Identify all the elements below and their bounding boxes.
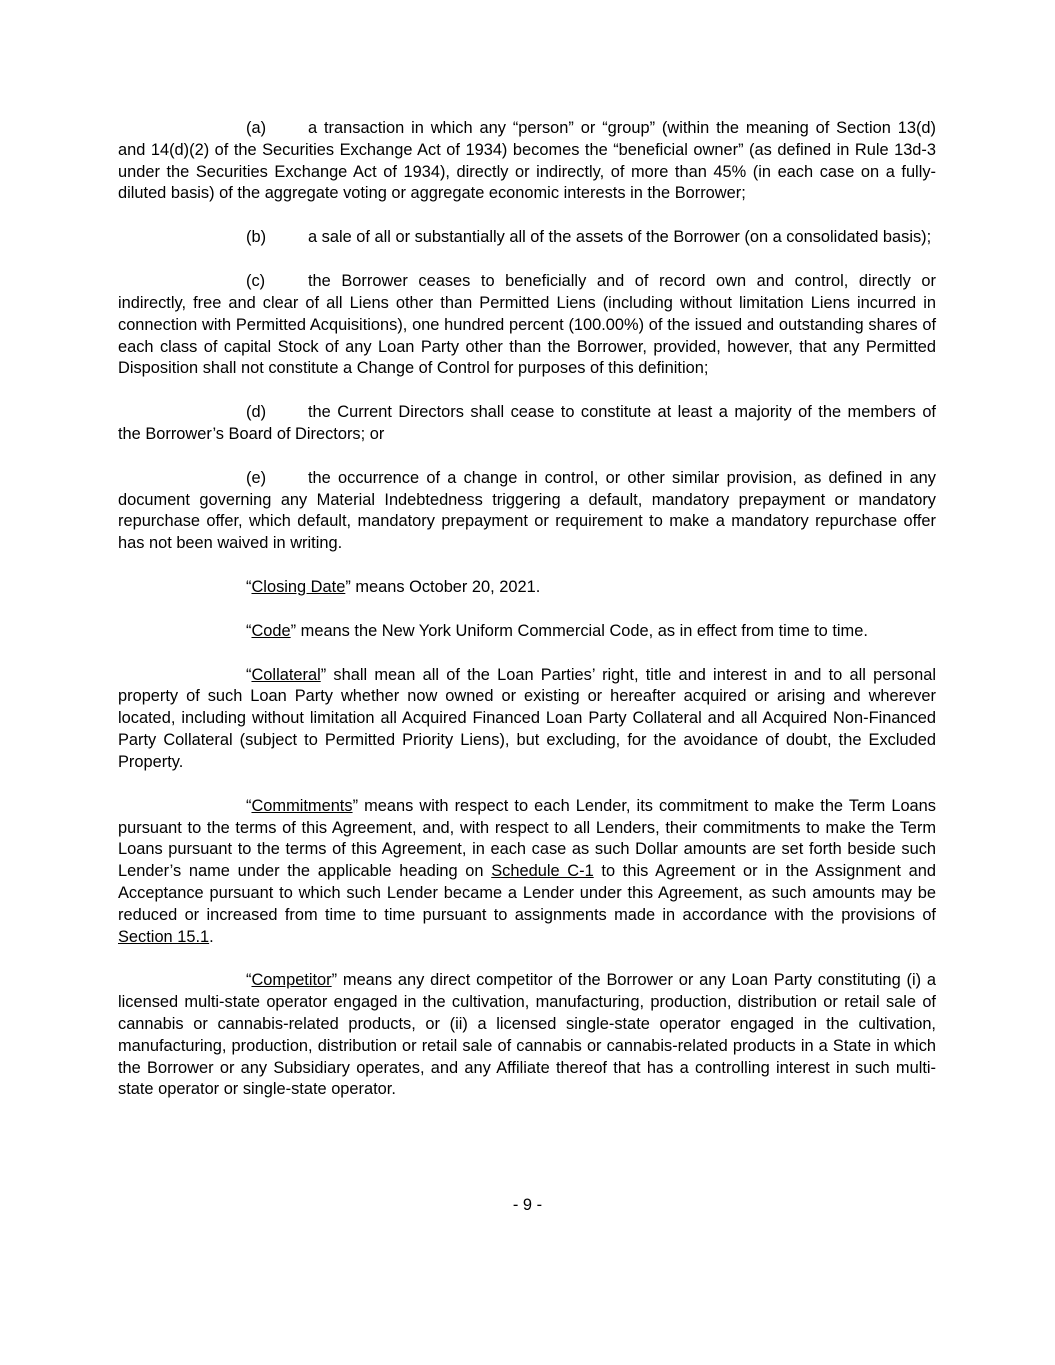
clause-e-paragraph: [118, 468, 936, 555]
definition-competitor-paragraph: [118, 970, 936, 1101]
page-number-footer: - 9 -: [512, 1196, 543, 1214]
definition-closing-date-text: ” means October 20, 2021.: [345, 578, 541, 596]
definition-closing-date-paragraph: [118, 577, 936, 599]
clause-a-label: (a): [246, 119, 267, 137]
clause-e-label: (e): [246, 468, 267, 487]
reference-section-15-1[interactable]: Section 15.1: [118, 927, 210, 946]
clause-c-paragraph: [118, 271, 936, 380]
definition-code-paragraph: [118, 621, 936, 643]
clause-d-label: (d): [246, 403, 267, 422]
clause-a-text: a transaction in which any “person” or “group” (within the meaning of Section 13(d) and 14(d)(2) of the Securities Exchange Act of 1934) becomes the “beneficial owner” (as defined in Rule 13d-3 under the Securities Exchange Act of 1934), directly or indirectly, of more than 45% (in each case on a fully-diluted basis) of the aggregate voting or aggregate economic interests in the Borrower;: [118, 119, 936, 203]
defined-term-code: Code: [251, 621, 291, 640]
defined-term-closing-date: Closing Date: [251, 578, 346, 596]
clause-b-paragraph: [118, 227, 936, 249]
definition-commitments-paragraph: [118, 796, 936, 949]
clause-a-paragraph: [118, 118, 936, 205]
quote-mark: “: [246, 665, 252, 684]
quote-mark: “: [246, 578, 252, 596]
definition-commitments-text-1: ” means with respect to each Lender, its commitment to make the Term Loans pursuant to the terms of this Agreement, and, with respect to all Lenders, their commitments to make the Term Loans pursuant to the terms of this Agreement, in each case as such Dollar amounts are set forth beside such Lender’s name under the applicable heading on: [118, 796, 936, 881]
definition-code-text: ” means the New York Uniform Commercial Code, as in effect from time to time.: [290, 621, 868, 640]
definition-collateral-paragraph: [118, 665, 936, 774]
clause-c-text: the Borrower ceases to beneficially and of record own and control, directly or indirectly, free and clear of all Liens other than Permitted Liens (including without limitation Liens incurred in connection with Permitted Acquisitions), one hundred percent (100.00%) of the issued and outstanding shares of each class of capital Stock of any Loan Party other than the Borrower, provided, however, that any Permitted Disposition shall not constitute a Change of Control for purposes of this definition;: [118, 272, 936, 378]
clause-b-label: (b): [246, 228, 267, 247]
clause-e-text: the occurrence of a change in control, or other similar provision, as defined in any document governing any Material Indebtedness triggering a default, mandatory prepayment or mandatory repurchase offer, which default, mandatory prepayment or requirement to make a mandatory repurchase offer has not been waived in writing.: [118, 468, 936, 553]
clause-c-label: (c): [246, 272, 266, 291]
definition-collateral-text: ” shall mean all of the Loan Parties’ right, title and interest in and to all personal property of such Loan Party whether now owned or existing or hereafter acquired or arising and wherever located, including without limitation all Acquired Financed Loan Party Collateral and all Acquired Non-Financed Party Collateral (subject to Permitted Priority Liens), but excluding, for the avoidance of doubt, the Excluded Property.: [118, 665, 936, 771]
reference-schedule-c-1[interactable]: Schedule C-1: [491, 862, 594, 881]
clause-b-text: a sale of all or substantially all of the assets of the Borrower (on a consolidated basis);: [308, 228, 932, 247]
clause-d-text: the Current Directors shall cease to constitute at least a majority of the members of the Borrower’s Board of Directors; or: [118, 403, 936, 443]
defined-term-competitor: Competitor: [251, 971, 332, 990]
document-body: [118, 118, 936, 1101]
definition-competitor-text: ” means any direct competitor of the Borrower or any Loan Party constituting (i) a licensed multi-state operator engaged in the cultivation, manufacturing, production, distribution or retail sale of cannabis or cannabis-related products, or (ii) a licensed single-state operator engaged in the cultivation, manufacturing, production, distribution or retail sale of cannabis or cannabis-related products in a State in which the Borrower or any Subsidiary operates, and any Affiliate thereof that has a controlling interest in such multi-state operator or single-state operator.: [118, 971, 936, 1099]
defined-term-commitments: Commitments: [251, 796, 353, 815]
defined-term-collateral: Collateral: [251, 665, 321, 684]
quote-mark: “: [246, 621, 252, 640]
clause-d-paragraph: [118, 402, 936, 446]
quote-mark: “: [246, 971, 252, 990]
definition-commitments-text-3: .: [209, 927, 214, 946]
definition-commitments-text-2: to this Agreement or in the Assignment and Acceptance pursuant to which such Lender became a Lender under this Agreement, as such amounts may be reduced or increased from time to time pursuant to assignments made in accordance with the provisions of: [118, 862, 937, 924]
quote-mark: “: [246, 796, 252, 815]
